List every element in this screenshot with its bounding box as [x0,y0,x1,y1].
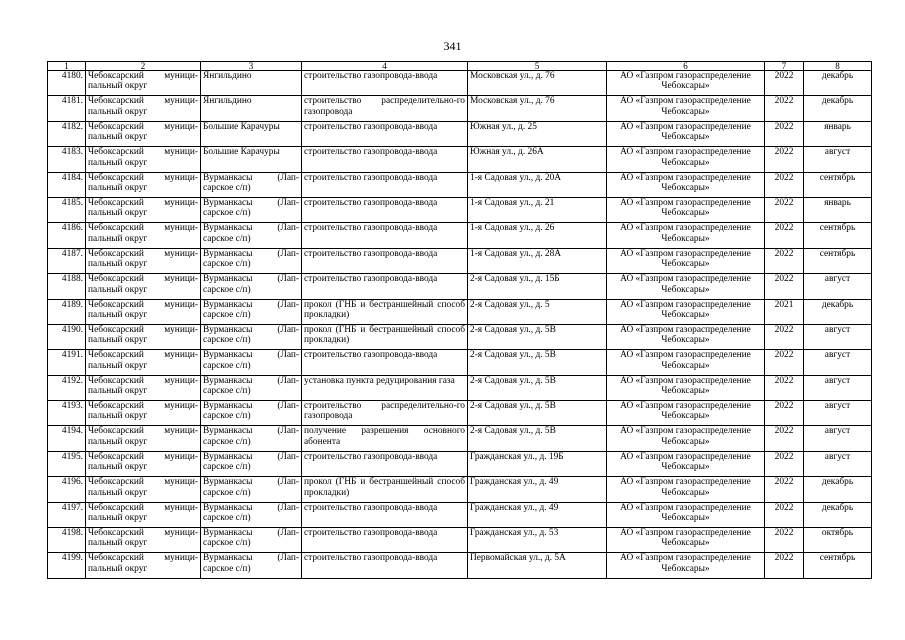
work-type-cell: строительство газопровода-ввода [302,274,468,299]
table-row [48,172,872,197]
table-row [48,121,872,146]
address-cell: Южная ул., д. 26А [468,147,607,172]
table-row [48,477,872,502]
row-number: 4184. [48,172,86,197]
organization-cell: АО «Газпром газораспределение Чебоксары» [607,223,765,248]
row-number: 4197. [48,502,86,527]
work-type-cell: строительство газопровода-ввода [302,248,468,273]
work-type-cell: строительство распределительно-го газопровода [302,96,468,121]
organization-cell: АО «Газпром газораспределение Чебоксары» [607,71,765,96]
district-cell: Чебоксарский муници-пальный округ [86,197,201,222]
month-cell: декабрь [804,477,872,502]
settlement-cell: Вурманкасы (Лап-сарское с/п) [201,248,302,273]
month-cell: август [804,324,872,349]
row-number: 4191. [48,350,86,375]
table-row [48,197,872,222]
year-cell: 2022 [765,502,804,527]
settlement-cell: Вурманкасы (Лап-сарское с/п) [201,502,302,527]
year-cell: 2022 [765,223,804,248]
district-cell: Чебоксарский муници-пальный округ [86,528,201,553]
organization-cell: АО «Газпром газораспределение Чебоксары» [607,451,765,476]
year-cell: 2022 [765,147,804,172]
settlement-cell: Вурманкасы (Лап-сарское с/п) [201,223,302,248]
work-type-cell: прокол (ГНБ и бестраншейный способ прокладки) [302,324,468,349]
work-type-cell: установка пункта редуцирования газа [302,375,468,400]
settlement-cell: Большие Карачуры [201,147,302,172]
organization-cell: АО «Газпром газораспределение Чебоксары» [607,197,765,222]
table-body [48,71,872,579]
district-cell: Чебоксарский муници-пальный округ [86,553,201,578]
address-cell: 2-я Садовая ул., д. 5 [468,299,607,324]
district-cell: Чебоксарский муници-пальный округ [86,248,201,273]
row-number: 4183. [48,147,86,172]
address-cell: Гражданская ул., д. 49 [468,477,607,502]
address-cell: Гражданская ул., д. 53 [468,528,607,553]
month-cell: сентябрь [804,172,872,197]
row-number: 4192. [48,375,86,400]
row-number: 4186. [48,223,86,248]
work-type-cell: строительство газопровода-ввода [302,147,468,172]
table-row [48,96,872,121]
address-cell: Южная ул., д. 25 [468,121,607,146]
work-type-cell: прокол (ГНБ и бестраншейный способ прокладки) [302,299,468,324]
address-cell: Гражданская ул., д. 19Б [468,451,607,476]
month-cell: декабрь [804,299,872,324]
district-cell: Чебоксарский муници-пальный округ [86,324,201,349]
organization-cell: АО «Газпром газораспределение Чебоксары» [607,375,765,400]
row-number: 4185. [48,197,86,222]
organization-cell: АО «Газпром газораспределение Чебоксары» [607,147,765,172]
address-cell: 1-я Садовая ул., д. 28А [468,248,607,273]
month-cell: август [804,375,872,400]
row-number: 4193. [48,401,86,426]
work-type-cell: строительство газопровода-ввода [302,528,468,553]
year-cell: 2022 [765,172,804,197]
year-cell: 2022 [765,451,804,476]
row-number: 4182. [48,121,86,146]
address-cell: 1-я Садовая ул., д. 26 [468,223,607,248]
row-number: 4187. [48,248,86,273]
settlement-cell: Вурманкасы (Лап-сарское с/п) [201,528,302,553]
year-cell: 2022 [765,350,804,375]
row-number: 4198. [48,528,86,553]
month-cell: август [804,401,872,426]
address-cell: Московская ул., д. 76 [468,96,607,121]
row-number: 4188. [48,274,86,299]
work-type-cell: строительство газопровода-ввода [302,71,468,96]
organization-cell: АО «Газпром газораспределение Чебоксары» [607,426,765,451]
table-row [48,223,872,248]
column-header: 8 [804,62,872,71]
year-cell: 2022 [765,96,804,121]
organization-cell: АО «Газпром газораспределение Чебоксары» [607,274,765,299]
work-type-cell: строительство газопровода-ввода [302,121,468,146]
year-cell: 2022 [765,248,804,273]
organization-cell: АО «Газпром газораспределение Чебоксары» [607,299,765,324]
district-cell: Чебоксарский муници-пальный округ [86,350,201,375]
table-row [48,401,872,426]
table-row [48,350,872,375]
table-row [48,274,872,299]
settlement-cell: Янгильдино [201,96,302,121]
column-number-row [48,62,872,71]
work-type-cell: строительство газопровода-ввода [302,172,468,197]
settlement-cell: Вурманкасы (Лап-сарское с/п) [201,477,302,502]
settlement-cell: Вурманкасы (Лап-сарское с/п) [201,451,302,476]
column-header: 2 [86,62,201,71]
settlement-cell: Вурманкасы (Лап-сарское с/п) [201,274,302,299]
district-cell: Чебоксарский муници-пальный округ [86,502,201,527]
work-type-cell: строительство газопровода-ввода [302,223,468,248]
month-cell: декабрь [804,96,872,121]
settlement-cell: Вурманкасы (Лап-сарское с/п) [201,172,302,197]
row-number: 4194. [48,426,86,451]
year-cell: 2022 [765,71,804,96]
row-number: 4196. [48,477,86,502]
address-cell: 1-я Садовая ул., д. 20А [468,172,607,197]
organization-cell: АО «Газпром газораспределение Чебоксары» [607,477,765,502]
year-cell: 2022 [765,426,804,451]
column-header: 1 [48,62,86,71]
year-cell: 2022 [765,197,804,222]
table-row [48,451,872,476]
address-cell: 2-я Садовая ул., д. 5В [468,401,607,426]
organization-cell: АО «Газпром газораспределение Чебоксары» [607,248,765,273]
month-cell: август [804,274,872,299]
month-cell: декабрь [804,502,872,527]
settlement-cell: Вурманкасы (Лап-сарское с/п) [201,375,302,400]
column-header: 4 [302,62,468,71]
month-cell: август [804,426,872,451]
work-type-cell: строительство газопровода-ввода [302,553,468,578]
column-header: 3 [201,62,302,71]
work-type-cell: прокол (ГНБ и бестраншейный способ прокладки) [302,477,468,502]
address-cell: 1-я Садовая ул., д. 21 [468,197,607,222]
month-cell: январь [804,197,872,222]
settlement-cell: Вурманкасы (Лап-сарское с/п) [201,197,302,222]
address-cell: 2-я Садовая ул., д. 5В [468,350,607,375]
year-cell: 2022 [765,528,804,553]
address-cell: Гражданская ул., д. 49 [468,502,607,527]
district-cell: Чебоксарский муници-пальный округ [86,477,201,502]
table-row [48,324,872,349]
settlement-cell: Вурманкасы (Лап-сарское с/п) [201,299,302,324]
organization-cell: АО «Газпром газораспределение Чебоксары» [607,121,765,146]
table-row [48,553,872,578]
district-cell: Чебоксарский муници-пальный округ [86,96,201,121]
table-row [48,147,872,172]
year-cell: 2022 [765,121,804,146]
work-type-cell: строительство газопровода-ввода [302,451,468,476]
gas-works-table [47,61,872,579]
address-cell: 2-я Садовая ул., д. 5В [468,375,607,400]
month-cell: сентябрь [804,223,872,248]
organization-cell: АО «Газпром газораспределение Чебоксары» [607,553,765,578]
row-number: 4181. [48,96,86,121]
table-row [48,426,872,451]
row-number: 4195. [48,451,86,476]
month-cell: август [804,147,872,172]
settlement-cell: Вурманкасы (Лап-сарское с/п) [201,324,302,349]
organization-cell: АО «Газпром газораспределение Чебоксары» [607,502,765,527]
work-type-cell: строительство газопровода-ввода [302,502,468,527]
district-cell: Чебоксарский муници-пальный округ [86,223,201,248]
work-type-cell: строительство газопровода-ввода [302,350,468,375]
work-type-cell: строительство распределительно-го газопровода [302,401,468,426]
organization-cell: АО «Газпром газораспределение Чебоксары» [607,96,765,121]
district-cell: Чебоксарский муници-пальный округ [86,375,201,400]
table-row [48,502,872,527]
table-row [48,71,872,96]
month-cell: октябрь [804,528,872,553]
settlement-cell: Большие Карачуры [201,121,302,146]
year-cell: 2022 [765,375,804,400]
month-cell: декабрь [804,71,872,96]
table-row [48,528,872,553]
district-cell: Чебоксарский муници-пальный округ [86,172,201,197]
district-cell: Чебоксарский муници-пальный округ [86,299,201,324]
address-cell: 2-я Садовая ул., д. 5В [468,324,607,349]
district-cell: Чебоксарский муници-пальный округ [86,401,201,426]
month-cell: август [804,350,872,375]
address-cell: 2-я Садовая ул., д. 15Б [468,274,607,299]
year-cell: 2022 [765,553,804,578]
column-header: 7 [765,62,804,71]
month-cell: сентябрь [804,553,872,578]
address-cell: Первомайская ул., д. 5А [468,553,607,578]
district-cell: Чебоксарский муници-пальный округ [86,274,201,299]
organization-cell: АО «Газпром газораспределение Чебоксары» [607,172,765,197]
settlement-cell: Вурманкасы (Лап-сарское с/п) [201,426,302,451]
settlement-cell: Вурманкасы (Лап-сарское с/п) [201,350,302,375]
district-cell: Чебоксарский муници-пальный округ [86,71,201,96]
organization-cell: АО «Газпром газораспределение Чебоксары» [607,528,765,553]
month-cell: сентябрь [804,248,872,273]
work-type-cell: получение разрешения основного абонента [302,426,468,451]
row-number: 4199. [48,553,86,578]
address-cell: Московская ул., д. 76 [468,71,607,96]
row-number: 4180. [48,71,86,96]
year-cell: 2022 [765,324,804,349]
table-row [48,299,872,324]
organization-cell: АО «Газпром газораспределение Чебоксары» [607,350,765,375]
settlement-cell: Янгильдино [201,71,302,96]
column-header: 6 [607,62,765,71]
month-cell: август [804,451,872,476]
row-number: 4190. [48,324,86,349]
year-cell: 2022 [765,477,804,502]
year-cell: 2022 [765,401,804,426]
district-cell: Чебоксарский муници-пальный округ [86,426,201,451]
year-cell: 2022 [765,274,804,299]
organization-cell: АО «Газпром газораспределение Чебоксары» [607,324,765,349]
organization-cell: АО «Газпром газораспределение Чебоксары» [607,401,765,426]
table-row [48,375,872,400]
month-cell: январь [804,121,872,146]
work-type-cell: строительство газопровода-ввода [302,197,468,222]
address-cell: 2-я Садовая ул., д. 5В [468,426,607,451]
column-header: 5 [468,62,607,71]
table-row [48,248,872,273]
year-cell: 2021 [765,299,804,324]
page-number: 341 [443,39,462,53]
district-cell: Чебоксарский муници-пальный округ [86,451,201,476]
district-cell: Чебоксарский муници-пальный округ [86,147,201,172]
settlement-cell: Вурманкасы (Лап-сарское с/п) [201,401,302,426]
district-cell: Чебоксарский муници-пальный округ [86,121,201,146]
row-number: 4189. [48,299,86,324]
settlement-cell: Вурманкасы (Лап-сарское с/п) [201,553,302,578]
